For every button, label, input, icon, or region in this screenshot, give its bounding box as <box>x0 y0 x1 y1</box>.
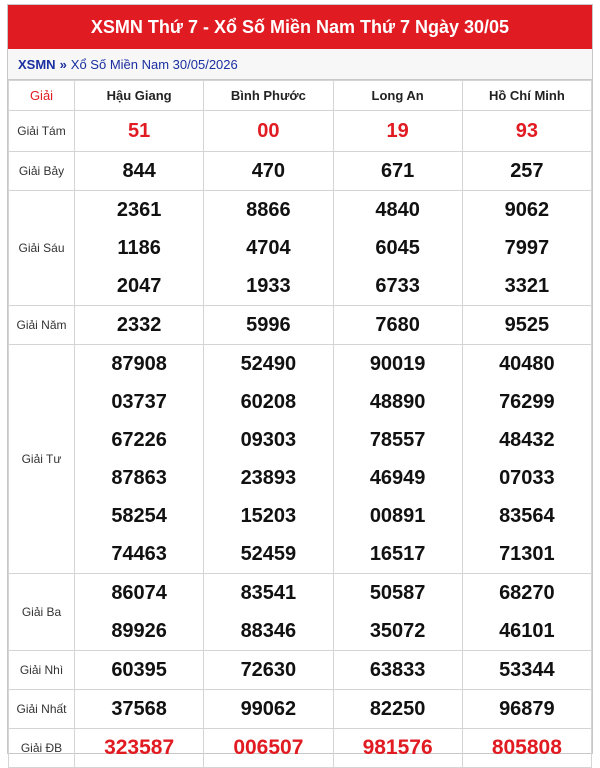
prize-number-cell <box>75 729 204 768</box>
prize-number-cell <box>462 111 591 152</box>
prize-number: 99062 <box>240 697 297 720</box>
results-table <box>8 80 592 768</box>
prize-number-stack <box>334 729 462 767</box>
prize-number-cell <box>462 574 591 651</box>
table-row <box>9 152 592 191</box>
table-row <box>9 191 592 306</box>
prize-number: 805808 <box>491 736 562 759</box>
prize-number-cell <box>462 191 591 306</box>
prize-number-cell <box>333 345 462 574</box>
prize-number-cell <box>75 111 204 152</box>
breadcrumb-root-link[interactable]: XSMN <box>18 56 56 72</box>
prize-number-stack <box>75 574 203 650</box>
prize-number-stack <box>75 690 203 728</box>
prize-number-stack <box>463 651 591 689</box>
prize-number: 46101 <box>499 619 555 642</box>
prize-number: 1933 <box>246 274 291 297</box>
province-header: Long An <box>333 81 462 111</box>
prize-number: 16517 <box>369 542 426 565</box>
prize-number: 60208 <box>240 390 297 413</box>
prize-number-stack <box>75 112 203 150</box>
prize-number-cell <box>75 152 204 191</box>
prize-number: 323587 <box>104 736 175 759</box>
prize-number-stack <box>334 112 462 150</box>
breadcrumb <box>8 49 592 80</box>
prize-number: 87908 <box>111 352 167 375</box>
prize-number: 15203 <box>240 504 297 527</box>
prize-number: 09303 <box>240 428 297 451</box>
prize-number: 23893 <box>240 466 297 489</box>
prize-number: 83564 <box>499 504 555 527</box>
prize-number: 257 <box>510 159 544 182</box>
prize-label: Giải Bảy <box>9 152 75 191</box>
prize-number-stack <box>204 690 332 728</box>
prize-number: 53344 <box>499 658 555 681</box>
prize-number-stack <box>75 729 203 767</box>
prize-number: 76299 <box>499 390 555 413</box>
prize-number-stack <box>463 306 591 344</box>
prize-number-stack <box>204 152 332 190</box>
prize-number-cell <box>204 690 333 729</box>
prize-number-stack <box>204 345 332 573</box>
prize-number-cell <box>462 729 591 768</box>
prize-number-stack <box>204 191 332 305</box>
prize-number-cell <box>204 651 333 690</box>
prize-label: Giải Năm <box>9 306 75 345</box>
prize-number-cell <box>75 651 204 690</box>
prize-number-stack <box>463 729 591 767</box>
table-row <box>9 574 592 651</box>
prize-number-stack <box>75 306 203 344</box>
prize-number-stack <box>75 191 203 305</box>
table-row <box>9 729 592 768</box>
prize-number-cell <box>462 345 591 574</box>
prize-number: 2361 <box>116 198 162 221</box>
prize-number: 7680 <box>375 313 420 336</box>
prize-number-cell <box>333 111 462 152</box>
prize-number-cell <box>462 690 591 729</box>
prize-number-stack <box>204 112 332 150</box>
prize-number: 78557 <box>369 428 426 451</box>
prize-number-cell <box>204 152 333 191</box>
prize-number-stack <box>463 690 591 728</box>
prize-number-stack <box>463 112 591 150</box>
prize-number: 96879 <box>499 697 555 720</box>
prize-number-stack <box>334 191 462 305</box>
prize-number-stack <box>75 345 203 573</box>
prize-number: 3321 <box>504 274 550 297</box>
prize-number: 40480 <box>499 352 555 375</box>
prize-label: Giải Nhì <box>9 651 75 690</box>
prize-number-cell <box>333 651 462 690</box>
table-row <box>9 306 592 345</box>
prize-number-cell <box>75 574 204 651</box>
prize-number-stack <box>204 574 332 650</box>
prize-label: Giải Nhất <box>9 690 75 729</box>
prize-number: 4840 <box>375 198 420 221</box>
prize-number: 8866 <box>246 198 291 221</box>
prize-number: 4704 <box>246 236 291 259</box>
prize-number: 006507 <box>233 736 304 759</box>
prize-number: 470 <box>251 159 286 182</box>
table-row <box>9 345 592 574</box>
prize-number: 9525 <box>504 313 550 336</box>
prize-number: 2332 <box>116 313 162 336</box>
prize-number: 6733 <box>375 274 420 297</box>
prize-number-stack <box>204 306 332 344</box>
prize-number: 9062 <box>504 198 550 221</box>
prize-number-cell <box>462 651 591 690</box>
table-row <box>9 111 592 152</box>
prize-number-stack <box>334 152 462 190</box>
province-header: Hậu Giang <box>75 81 204 111</box>
prize-number: 48890 <box>369 390 426 413</box>
prize-number-stack <box>334 574 462 650</box>
prize-number: 68270 <box>499 581 555 604</box>
prize-number: 52490 <box>240 352 297 375</box>
prize-number: 00 <box>257 119 280 142</box>
prize-number-cell <box>333 306 462 345</box>
prize-number: 82250 <box>369 697 426 720</box>
prize-number: 5996 <box>246 313 291 336</box>
prize-number: 00891 <box>369 504 426 527</box>
prize-number: 2047 <box>116 274 162 297</box>
prize-number-cell <box>75 690 204 729</box>
prize-number: 35072 <box>369 619 426 642</box>
prize-number-cell <box>75 306 204 345</box>
prize-number: 48432 <box>499 428 555 451</box>
prize-number-cell <box>204 191 333 306</box>
prize-number-cell <box>204 729 333 768</box>
prize-number: 63833 <box>369 658 426 681</box>
prize-number-cell <box>75 191 204 306</box>
prize-number-cell <box>462 306 591 345</box>
prize-number-cell <box>204 111 333 152</box>
prize-number-stack <box>334 345 462 573</box>
page-title: XSMN Thứ 7 - Xổ Số Miền Nam Thứ 7 Ngày 30/05 <box>8 5 592 49</box>
prize-number-cell <box>75 345 204 574</box>
prize-number: 52459 <box>240 542 297 565</box>
prize-number: 83541 <box>240 581 297 604</box>
table-row <box>9 651 592 690</box>
prize-number: 46949 <box>369 466 426 489</box>
prize-number: 1186 <box>117 236 161 259</box>
prize-number-cell <box>204 574 333 651</box>
prize-label: Giải Ba <box>9 574 75 651</box>
prize-number-stack <box>463 574 591 650</box>
prize-number: 67226 <box>111 428 167 451</box>
prize-number: 87863 <box>111 466 167 489</box>
prize-number-cell <box>204 306 333 345</box>
prize-number-stack <box>334 651 462 689</box>
prize-number: 88346 <box>240 619 297 642</box>
prize-number-stack <box>75 651 203 689</box>
prize-number-cell <box>333 152 462 191</box>
prize-label: Giải ĐB <box>9 729 75 768</box>
prize-number-cell <box>333 729 462 768</box>
prize-label: Giải Tư <box>9 345 75 574</box>
prize-number: 07033 <box>499 466 555 489</box>
prize-number-cell <box>333 574 462 651</box>
prize-number: 981576 <box>362 736 433 759</box>
prize-number: 89926 <box>111 619 167 642</box>
prize-number: 03737 <box>111 390 167 413</box>
prize-number: 71301 <box>499 542 555 565</box>
prize-number: 844 <box>122 159 156 182</box>
prize-number: 86074 <box>111 581 167 604</box>
prize-number-cell <box>204 345 333 574</box>
table-header-row <box>9 81 592 111</box>
prize-number-cell <box>333 690 462 729</box>
prize-number: 60395 <box>111 658 167 681</box>
prize-number-cell <box>462 152 591 191</box>
prize-number: 93 <box>515 119 538 142</box>
prize-label: Giải Tám <box>9 111 75 152</box>
prize-number: 7997 <box>504 236 550 259</box>
prize-number: 58254 <box>111 504 167 527</box>
prize-number: 671 <box>380 159 415 182</box>
prize-column-header: Giải <box>9 81 75 111</box>
prize-number-cell <box>333 191 462 306</box>
prize-number-stack <box>463 191 591 305</box>
prize-number: 51 <box>128 119 151 142</box>
prize-number-stack <box>334 690 462 728</box>
prize-number: 50587 <box>369 581 426 604</box>
prize-number: 90019 <box>369 352 426 375</box>
prize-number: 19 <box>386 119 409 142</box>
breadcrumb-current: Xổ Số Miền Nam 30/05/2026 <box>70 56 238 72</box>
prize-number-stack <box>204 729 332 767</box>
province-header: Hồ Chí Minh <box>462 81 591 111</box>
table-row <box>9 690 592 729</box>
province-header: Bình Phước <box>204 81 333 111</box>
results-panel <box>7 4 593 759</box>
prize-number: 72630 <box>240 658 297 681</box>
prize-number-stack <box>463 152 591 190</box>
prize-number-stack <box>463 345 591 573</box>
prize-number: 37568 <box>111 697 167 720</box>
prize-number-stack <box>204 651 332 689</box>
prize-number: 6045 <box>375 236 420 259</box>
prize-number: 74463 <box>111 542 167 565</box>
breadcrumb-separator: » <box>59 56 67 72</box>
prize-number-stack <box>334 306 462 344</box>
prize-label: Giải Sáu <box>9 191 75 306</box>
prize-number-stack <box>75 152 203 190</box>
